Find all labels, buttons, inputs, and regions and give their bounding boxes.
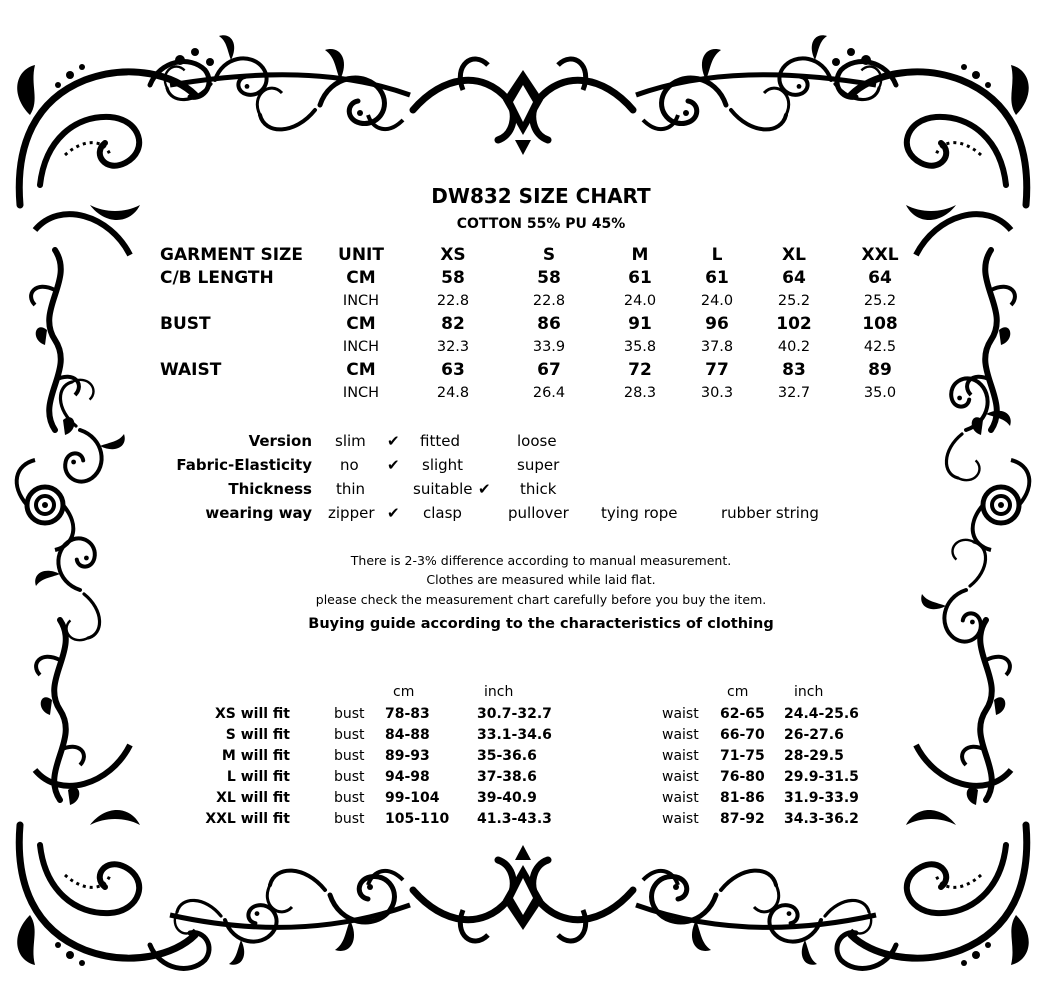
check-icon: ✔: [387, 432, 400, 450]
guide-waist-inch-xl: 31.9-33.9: [784, 790, 859, 806]
cell-bust-cm-xs: 82: [441, 314, 465, 334]
cell-waist-cm-xs: 63: [441, 360, 465, 380]
guide-bust-label: bust: [334, 727, 365, 743]
header-size-m: M: [631, 245, 649, 265]
guide-col-cm: cm: [727, 684, 749, 700]
cell-bust-inch-m: 35.8: [623, 339, 657, 355]
cell-cb-inch-xxl: 25.2: [863, 293, 897, 309]
option-super: super: [517, 456, 560, 474]
cell-bust-cm-l: 96: [705, 314, 729, 334]
guide-waist-cm-xs: 62-65: [720, 706, 765, 722]
guide-fit-xxl: XXL will fit: [205, 811, 290, 827]
guide-bust-inch-xxl: 41.3-43.3: [477, 811, 552, 827]
unit-cm: CM: [346, 268, 376, 288]
guide-bust-inch-l: 37-38.6: [477, 769, 537, 785]
cell-cb-inch-xs: 22.8: [436, 293, 470, 309]
guide-bust-inch-m: 35-36.6: [477, 748, 537, 764]
material-composition: COTTON 55% PU 45%: [456, 216, 626, 232]
header-unit: UNIT: [338, 245, 384, 265]
header-size-xl: XL: [782, 245, 806, 265]
cell-cb-cm-m: 61: [628, 268, 652, 288]
guide-bust-cm-xs: 78-83: [385, 706, 430, 722]
guide-bust-label: bust: [334, 790, 365, 806]
guide-waist-cm-xl: 81-86: [720, 790, 765, 806]
cell-bust-cm-xxl: 108: [862, 314, 898, 334]
note-measurement-difference: There is 2-3% difference according to manual measurement.: [350, 553, 732, 568]
guide-bust-inch-s: 33.1-34.6: [477, 727, 552, 743]
header-size-xxl: XXL: [861, 245, 899, 265]
feature-label-thickness: Thickness: [228, 480, 312, 498]
option-loose: loose: [517, 432, 557, 450]
guide-col-cm: cm: [393, 684, 415, 700]
option-fitted: fitted: [420, 432, 460, 450]
feature-label-fabric-elasticity: Fabric-Elasticity: [176, 456, 312, 474]
option-thin: thin: [336, 480, 366, 498]
row-label-cb-length: C/B LENGTH: [160, 268, 274, 288]
cell-bust-cm-m: 91: [628, 314, 652, 334]
guide-waist-label: waist: [662, 769, 699, 785]
guide-col-inch: inch: [484, 684, 514, 700]
cell-waist-inch-xs: 24.8: [436, 385, 470, 401]
guide-bust-cm-xxl: 105-110: [385, 811, 450, 827]
option-slim: slim: [335, 432, 366, 450]
cell-waist-inch-m: 28.3: [623, 385, 657, 401]
note-laid-flat: Clothes are measured while laid flat.: [426, 572, 656, 587]
guide-bust-cm-l: 94-98: [385, 769, 430, 785]
cell-waist-cm-xl: 83: [782, 360, 806, 380]
header-size-xs: XS: [440, 245, 466, 265]
check-icon: ✔: [387, 504, 400, 522]
cell-waist-cm-l: 77: [705, 360, 729, 380]
header-size-s: S: [542, 245, 556, 265]
cell-waist-inch-s: 26.4: [532, 385, 566, 401]
guide-fit-xs: XS will fit: [214, 706, 290, 722]
cell-cb-cm-l: 61: [705, 268, 729, 288]
cell-waist-inch-xxl: 35.0: [863, 385, 897, 401]
guide-fit-xl: XL will fit: [216, 790, 290, 806]
cell-waist-inch-l: 30.3: [700, 385, 734, 401]
cell-cb-inch-xl: 25.2: [777, 293, 811, 309]
guide-waist-cm-l: 76-80: [720, 769, 765, 785]
guide-waist-label: waist: [662, 727, 699, 743]
option-rubber-string: rubber string: [721, 504, 819, 522]
cell-bust-inch-xl: 40.2: [777, 339, 811, 355]
cell-cb-inch-s: 22.8: [532, 293, 566, 309]
unit-inch: INCH: [342, 293, 380, 309]
guide-bust-inch-xs: 30.7-32.7: [477, 706, 552, 722]
option-thick: thick: [520, 480, 557, 498]
option-slight: slight: [422, 456, 464, 474]
guide-waist-label: waist: [662, 706, 699, 722]
option-tying-rope: tying rope: [601, 504, 678, 522]
guide-waist-cm-xxl: 87-92: [720, 811, 765, 827]
cell-bust-inch-s: 33.9: [532, 339, 566, 355]
cell-waist-cm-s: 67: [537, 360, 561, 380]
guide-waist-cm-m: 71-75: [720, 748, 765, 764]
guide-fit-l: L will fit: [226, 769, 290, 785]
page-title: DW832 SIZE CHART: [431, 184, 651, 208]
guide-waist-inch-xxl: 34.3-36.2: [784, 811, 859, 827]
cell-cb-cm-xs: 58: [441, 268, 465, 288]
row-label-bust: BUST: [160, 314, 211, 334]
guide-bust-cm-xl: 99-104: [385, 790, 440, 806]
unit-cm: CM: [346, 360, 376, 380]
guide-bust-inch-xl: 39-40.9: [477, 790, 537, 806]
guide-bust-cm-m: 89-93: [385, 748, 430, 764]
guide-waist-inch-m: 28-29.5: [784, 748, 844, 764]
cell-bust-inch-l: 37.8: [700, 339, 734, 355]
guide-waist-cm-s: 66-70: [720, 727, 765, 743]
cell-bust-cm-xl: 102: [776, 314, 812, 334]
option-suitable: suitable: [413, 480, 473, 498]
unit-inch: INCH: [342, 385, 380, 401]
guide-waist-label: waist: [662, 748, 699, 764]
guide-fit-m: M will fit: [221, 748, 290, 764]
cell-bust-inch-xxl: 42.5: [863, 339, 897, 355]
cell-cb-cm-s: 58: [537, 268, 561, 288]
check-icon: ✔: [387, 456, 400, 474]
unit-cm: CM: [346, 314, 376, 334]
feature-label-version: Version: [248, 432, 312, 450]
cell-cb-cm-xxl: 64: [868, 268, 892, 288]
guide-waist-inch-s: 26-27.6: [784, 727, 844, 743]
feature-label-wearing-way: wearing way: [205, 504, 312, 522]
header-garment-size: GARMENT SIZE: [160, 245, 303, 265]
guide-waist-label: waist: [662, 811, 699, 827]
header-size-l: L: [711, 245, 723, 265]
guide-bust-label: bust: [334, 811, 365, 827]
cell-waist-inch-xl: 32.7: [777, 385, 811, 401]
option-zipper: zipper: [328, 504, 375, 522]
guide-waist-inch-l: 29.9-31.5: [784, 769, 859, 785]
option-pullover: pullover: [508, 504, 569, 522]
row-label-waist: WAIST: [160, 360, 222, 380]
cell-waist-cm-m: 72: [628, 360, 652, 380]
guide-fit-s: S will fit: [225, 727, 290, 743]
note-check-chart: please check the measurement chart carefully before you buy the item.: [315, 592, 767, 607]
guide-waist-label: waist: [662, 790, 699, 806]
cell-bust-cm-s: 86: [537, 314, 561, 334]
cell-cb-inch-m: 24.0: [623, 293, 657, 309]
cell-waist-cm-xxl: 89: [868, 360, 892, 380]
guide-waist-inch-xs: 24.4-25.6: [784, 706, 859, 722]
guide-bust-label: bust: [334, 706, 365, 722]
cell-cb-inch-l: 24.0: [700, 293, 734, 309]
option-clasp: clasp: [423, 504, 462, 522]
check-icon: ✔: [478, 480, 491, 498]
guide-bust-cm-s: 84-88: [385, 727, 430, 743]
cell-cb-cm-xl: 64: [782, 268, 806, 288]
cell-bust-inch-xs: 32.3: [436, 339, 470, 355]
guide-col-inch: inch: [794, 684, 824, 700]
buying-guide-title: Buying guide according to the characteristics of clothing: [308, 616, 774, 632]
guide-bust-label: bust: [334, 769, 365, 785]
option-no: no: [340, 456, 359, 474]
guide-bust-label: bust: [334, 748, 365, 764]
unit-inch: INCH: [342, 339, 380, 355]
